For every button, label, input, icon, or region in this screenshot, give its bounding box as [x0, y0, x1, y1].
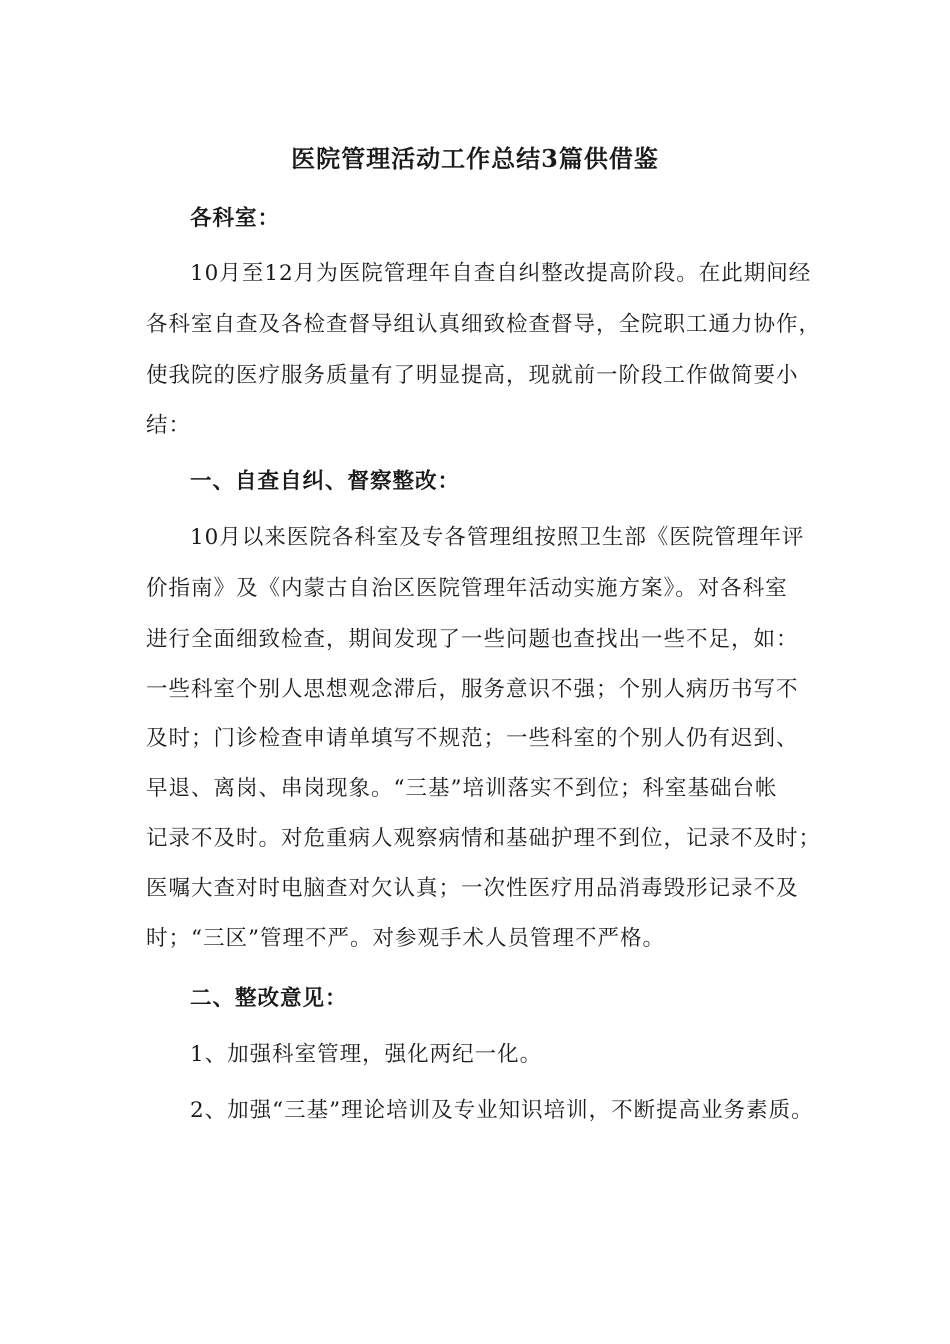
section1-line: 价指南》及《内蒙古自治区医院管理年活动实施方案》。对各科室: [146, 576, 788, 601]
document-title: 医院管理活动工作总结3篇供借鉴: [291, 144, 659, 173]
section2-item: 2、加强“三基”理论培训及专业知识培训，不断提高业务素质。: [190, 1098, 814, 1123]
intro-line: 结：: [146, 413, 192, 438]
section1-line: 记录不及时。对危重病人观察病情和基础护理不到位，记录不及时；: [146, 826, 822, 851]
salutation: 各科室：: [190, 206, 281, 231]
section1-line: 医嘱大查对时电脑查对欠认真；一次性医疗用品消毒毁形记录不及: [146, 876, 799, 901]
section1-line: 时；“三区”管理不严。对参观手术人员管理不严格。: [146, 926, 665, 951]
section1-line: 进行全面细致检查，期间发现了一些问题也查找出一些不足，如：: [146, 627, 799, 652]
section1-line: 10月以来医院各科室及专各管理组按照卫生部《医院管理年评: [190, 525, 805, 550]
intro-line: 使我院的医疗服务质量有了明显提高，现就前一阶段工作做简要小: [146, 363, 799, 388]
section1-line: 及时；门诊检查申请单填写不规范；一些科室的个别人仍有迟到、: [146, 726, 799, 751]
intro-line: 10月至12月为医院管理年自查自纠整改提高阶段。在此期间经: [190, 261, 812, 286]
section1-heading: 一、自查自纠、督察整改：: [190, 469, 461, 494]
section1-line: 早退、离岗、串岗现象。“三基”培训落实不到位；科室基础台帐: [146, 776, 778, 801]
section1-line: 一些科室个别人思想观念滞后，服务意识不强；个别人病历书写不: [146, 677, 799, 702]
section2-heading: 二、整改意见：: [190, 986, 348, 1011]
intro-line: 各科室自查及各检查督导组认真细致检查督导，全院职工通力协作，: [146, 312, 822, 337]
section2-item: 1、加强科室管理，强化两纪一化。: [190, 1042, 543, 1067]
